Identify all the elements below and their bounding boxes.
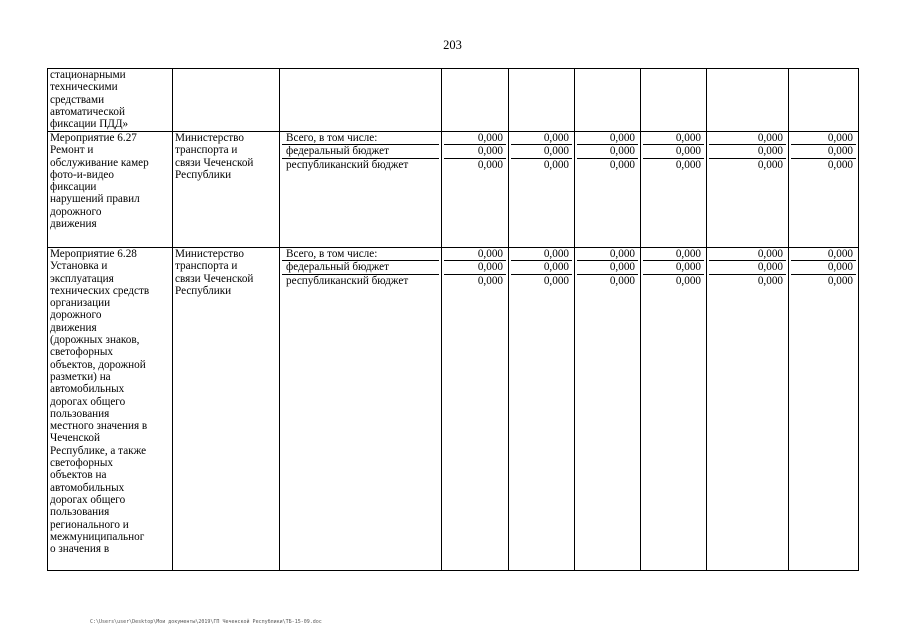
- amount-value: 0,000: [609, 274, 635, 287]
- amount-cell: [442, 248, 509, 571]
- executor-line: связи Чеченской: [175, 156, 254, 169]
- event-line: дорогах общего: [50, 493, 126, 506]
- amount-cell: [509, 132, 575, 248]
- amount-value: 0,000: [643, 261, 704, 274]
- table-row: [48, 132, 859, 248]
- amount-value: 0,000: [791, 248, 856, 261]
- event-line: разметки) на: [50, 370, 111, 383]
- funding-source-cell: [280, 248, 442, 571]
- funding-source-cell: [280, 69, 442, 132]
- event-line: фото-и-видео: [50, 168, 114, 181]
- amount-value: 0,000: [511, 248, 572, 261]
- amount-value: 0,000: [757, 274, 783, 287]
- table-row: [48, 69, 859, 132]
- funding-source-label: федеральный бюджет: [282, 261, 439, 274]
- event-line: дорожного: [50, 205, 102, 218]
- amount-value: 0,000: [577, 248, 638, 261]
- event-cell: [48, 132, 173, 248]
- amount-value: 0,000: [827, 274, 853, 287]
- event-line: Чеченской: [50, 432, 100, 445]
- amount-value: 0,000: [477, 158, 503, 171]
- event-line: нарушений правил: [50, 193, 140, 206]
- funding-source-label: Всего, в том числе:: [282, 248, 439, 261]
- event-line: (дорожных знаков,: [50, 334, 140, 347]
- event-line: обслуживание камер: [50, 156, 149, 169]
- amount-cell: [789, 132, 859, 248]
- amount-value: 0,000: [675, 158, 701, 171]
- funding-source-label: республиканский бюджет: [286, 158, 409, 171]
- amount-cell: [641, 248, 707, 571]
- executor-cell: [173, 132, 280, 248]
- event-line: организации: [50, 297, 111, 310]
- executor-cell: [173, 69, 280, 132]
- amount-value: 0,000: [577, 145, 638, 158]
- amount-cell: [641, 69, 707, 132]
- event-line: объектов на: [50, 469, 107, 482]
- amount-cell: [707, 69, 789, 132]
- event-line: Установка и: [50, 260, 108, 273]
- event-line: эксплуатация: [50, 272, 114, 285]
- executor-line: транспорта и: [175, 144, 238, 157]
- event-line: местного значения в: [50, 420, 148, 433]
- event-line: светофорных: [50, 346, 114, 359]
- amount-value: 0,000: [543, 158, 569, 171]
- event-line: техническими: [50, 81, 118, 94]
- funding-source-label: Всего, в том числе:: [282, 132, 439, 145]
- event-line: автомобильных: [50, 383, 125, 396]
- amount-value: 0,000: [709, 261, 786, 274]
- program-activities-table: [47, 68, 859, 571]
- amount-value: 0,000: [444, 132, 506, 145]
- event-line: дорожного: [50, 309, 102, 322]
- event-line: автоматической: [50, 105, 125, 118]
- amount-value: 0,000: [675, 274, 701, 287]
- funding-source-cell: [280, 132, 442, 248]
- amount-cell: [575, 248, 641, 571]
- amount-value: 0,000: [444, 261, 506, 274]
- amount-value: 0,000: [709, 145, 786, 158]
- amount-cell: [789, 69, 859, 132]
- amount-value: 0,000: [791, 145, 856, 158]
- amount-value: 0,000: [643, 248, 704, 261]
- amount-cell: [707, 132, 789, 248]
- amount-value: 0,000: [827, 158, 853, 171]
- executor-line: Министерство: [175, 132, 244, 144]
- event-line: пользования: [50, 506, 110, 519]
- executor-line: связи Чеченской: [175, 272, 254, 285]
- event-line: объектов, дорожной: [50, 358, 146, 371]
- amount-value: 0,000: [643, 132, 704, 145]
- executor-line: Республики: [175, 284, 232, 297]
- file-path-footer: C:\Users\user\Desktop\Мои документы\2019\ГП Чеченской Республики\ТБ-15-09.doc: [90, 619, 322, 625]
- amount-value: 0,000: [791, 132, 856, 145]
- executor-cell: [173, 248, 280, 571]
- amount-value: 0,000: [609, 158, 635, 171]
- amount-value: 0,000: [709, 132, 786, 145]
- event-line: фиксации ПДД»: [50, 118, 129, 131]
- amount-value: 0,000: [543, 274, 569, 287]
- amount-cell: [442, 69, 509, 132]
- amount-cell: [575, 69, 641, 132]
- executor-line: Республики: [175, 168, 232, 181]
- amount-value: 0,000: [709, 248, 786, 261]
- event-line: автомобильных: [50, 481, 125, 494]
- event-line: стационарными: [50, 69, 126, 81]
- event-line: Мероприятие 6.27: [50, 132, 137, 144]
- amount-value: 0,000: [511, 261, 572, 274]
- event-line: средствами: [50, 93, 105, 106]
- event-line: Мероприятие 6.28: [50, 248, 137, 260]
- amount-value: 0,000: [577, 132, 638, 145]
- event-line: дорогах общего: [50, 395, 126, 408]
- event-line: движения: [50, 321, 97, 334]
- funding-source-label: федеральный бюджет: [282, 145, 439, 158]
- amount-value: 0,000: [511, 132, 572, 145]
- amount-value: 0,000: [477, 274, 503, 287]
- page-number: 203: [443, 38, 462, 52]
- amount-value: 0,000: [577, 261, 638, 274]
- executor-line: Министерство: [175, 248, 244, 260]
- amount-value: 0,000: [511, 145, 572, 158]
- event-line: светофорных: [50, 457, 114, 470]
- amount-value: 0,000: [757, 158, 783, 171]
- amount-cell: [442, 132, 509, 248]
- amount-value: 0,000: [444, 248, 506, 261]
- event-line: регионального и: [50, 518, 129, 531]
- amount-cell: [509, 69, 575, 132]
- event-line: движения: [50, 218, 97, 231]
- event-line: Республике, а также: [50, 444, 147, 457]
- amount-cell: [789, 248, 859, 571]
- amount-cell: [575, 132, 641, 248]
- amount-value: 0,000: [643, 145, 704, 158]
- amount-value: 0,000: [791, 261, 856, 274]
- event-line: фиксации: [50, 181, 97, 194]
- event-line: Ремонт и: [50, 144, 94, 157]
- event-line: межмуниципальног: [50, 530, 145, 543]
- amount-cell: [641, 132, 707, 248]
- event-line: о значения в: [50, 543, 110, 556]
- event-line: пользования: [50, 407, 110, 420]
- funding-source-label: республиканский бюджет: [286, 274, 409, 287]
- event-cell: [48, 69, 173, 132]
- event-cell: [48, 248, 173, 571]
- amount-value: 0,000: [444, 145, 506, 158]
- event-line: технических средств: [50, 284, 150, 297]
- executor-line: транспорта и: [175, 260, 238, 273]
- amount-cell: [707, 248, 789, 571]
- amount-cell: [509, 248, 575, 571]
- table-row: [48, 248, 859, 571]
